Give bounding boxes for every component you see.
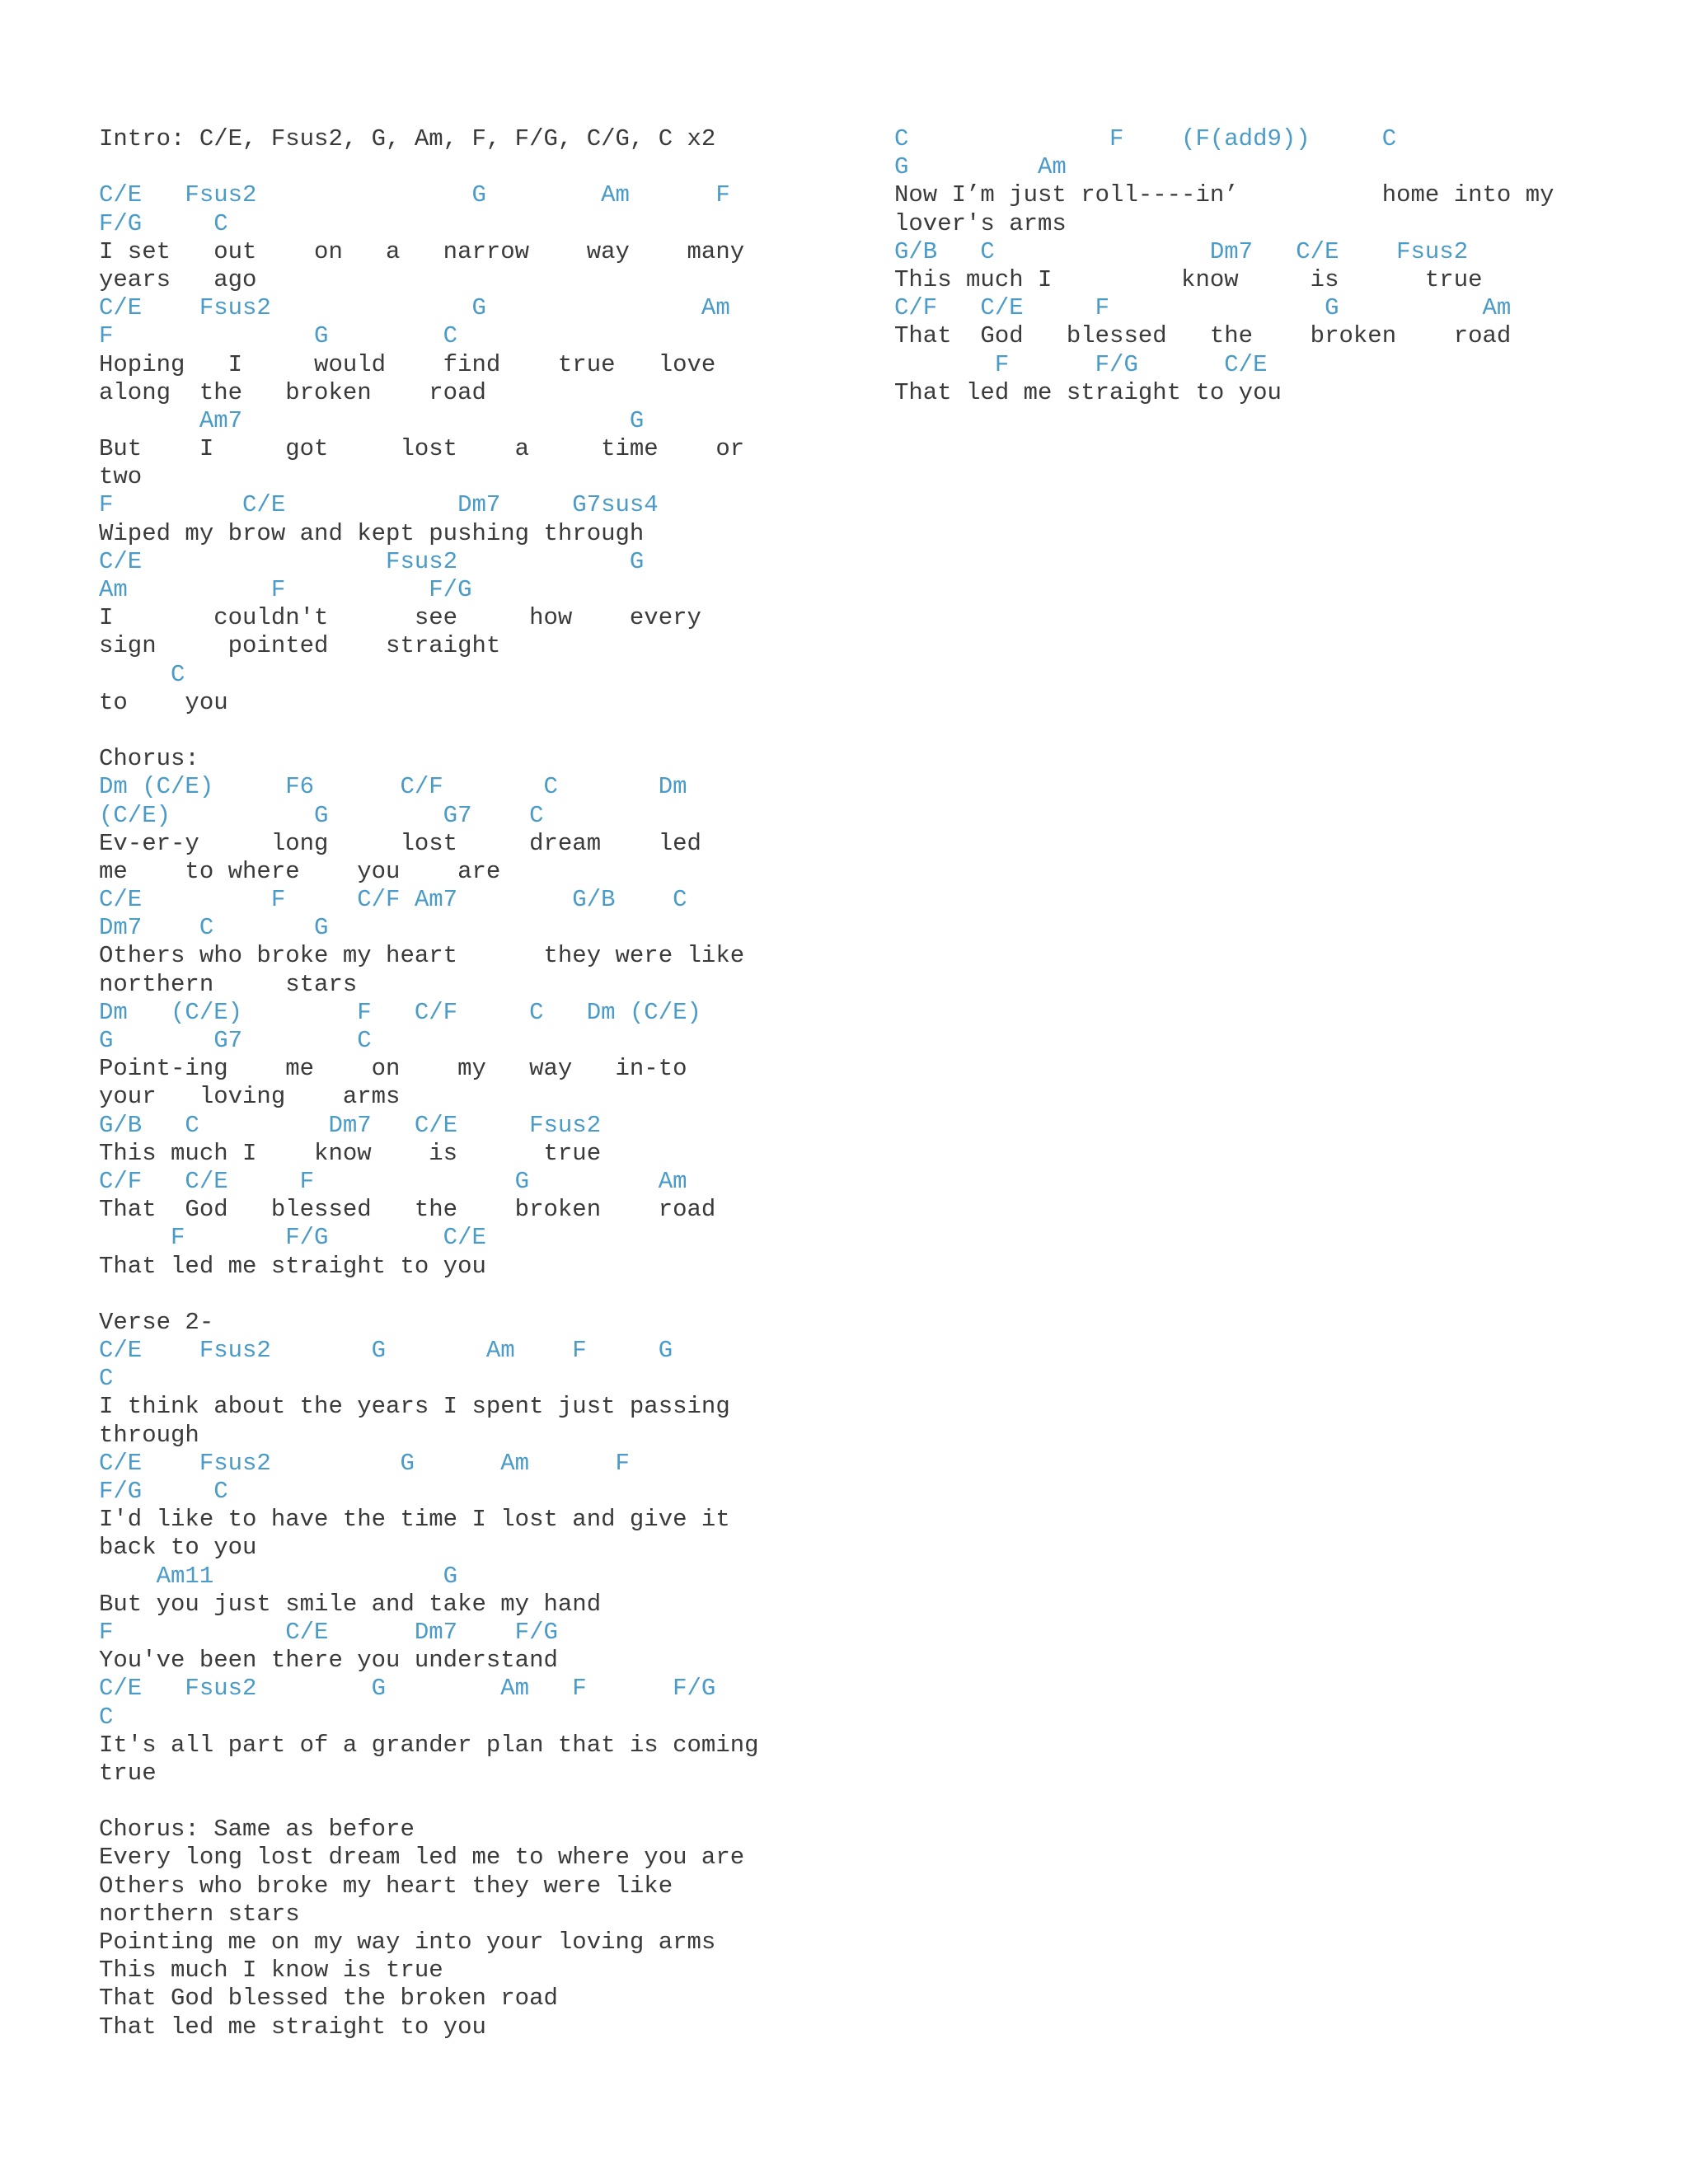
lyric-line: That led me straight to you <box>894 378 1282 406</box>
lyric-line: true <box>99 1759 157 1787</box>
lyric-line: Every long lost dream led me to where you are <box>99 1844 745 1872</box>
lyric-line: This much I know is true <box>99 1957 443 1985</box>
chord-line: C/E Fsus2 G Am F <box>99 181 730 209</box>
lyric-line: me to where you are <box>99 857 501 885</box>
chord-line: G/B C Dm7 C/E Fsus2 <box>894 237 1469 265</box>
lyric-line: I'd like to have the time I lost and give it <box>99 1506 730 1534</box>
section-label: Chorus: <box>99 745 199 773</box>
chord-line: F C/E Dm7 F/G <box>99 1618 558 1646</box>
chord-line: Am11 G <box>99 1562 458 1590</box>
chord-line: Dm (C/E) F6 C/F C Dm <box>99 773 687 801</box>
chord-line: Dm (C/E) F C/F C Dm (C/E) <box>99 998 701 1026</box>
lyric-line: You've been there you understand <box>99 1647 558 1675</box>
lyric-line: Others who broke my heart they were like <box>99 942 745 970</box>
chord-line: G G7 C <box>99 1027 372 1054</box>
lyric-line: sign pointed straight <box>99 632 501 660</box>
blank-line <box>99 1281 808 1309</box>
lyric-line: northern stars <box>99 1900 300 1928</box>
chord-line: C/E Fsus2 G Am <box>99 294 730 322</box>
lyric-line: It's all part of a grander plan that is coming <box>99 1731 759 1759</box>
chord-line: C/E Fsus2 G Am F F/G <box>99 1675 716 1703</box>
chord-line: Am F F/G <box>99 576 472 603</box>
lyric-line: through <box>99 1421 199 1449</box>
lyric-line: I set out on a narrow way many <box>99 237 745 265</box>
chord-line: C <box>99 1703 114 1731</box>
chord-line: C/E F C/F Am7 G/B C <box>99 886 687 914</box>
chord-line: C F (F(add9)) C <box>894 125 1397 152</box>
chord-line: C/E Fsus2 G Am F <box>99 1449 630 1477</box>
lyric-line: But you just smile and take my hand <box>99 1590 602 1618</box>
chord-line: C/E Fsus2 G Am F G <box>99 1337 673 1365</box>
chord-line: F F/G C/E <box>894 350 1268 378</box>
chord-line: F C/E Dm7 G7sus4 <box>99 491 659 519</box>
blank-line <box>99 717 808 745</box>
lyric-line: Now I’m just roll----in’ home into my <box>894 181 1554 209</box>
lyric-line: Hoping I would find true love <box>99 350 716 378</box>
section-label: Verse 2- <box>99 1308 214 1336</box>
section-label: Chorus: Same as before <box>99 1816 415 1844</box>
lyric-line: Ev-er-y long lost dream led <box>99 829 701 857</box>
chord-line: G Am <box>894 153 1067 181</box>
chord-line: F/G C <box>99 209 228 237</box>
chord-line: C <box>99 1365 114 1393</box>
lyric-line: years ago <box>99 265 257 293</box>
blank-line <box>99 1788 808 1816</box>
chord-line: G/B C Dm7 C/E Fsus2 <box>99 1111 602 1139</box>
chord-line: C/F C/E F G Am <box>99 1167 687 1195</box>
chord-line: C/E Fsus2 G <box>99 547 645 575</box>
lyric-line: I think about the years I spent just passing <box>99 1393 730 1421</box>
chord-line: C/F C/E F G Am <box>894 294 1512 322</box>
chord-line: F/G C <box>99 1478 228 1505</box>
lyric-line: But I got lost a time or <box>99 435 745 463</box>
lyric-line: back to you <box>99 1534 257 1562</box>
lyric-line: This much I know is true <box>894 265 1483 293</box>
lyric-line: along the broken road <box>99 378 486 406</box>
chord-line: (C/E) G G7 C <box>99 801 544 829</box>
lyric-line: This much I know is true <box>99 1139 602 1167</box>
lyric-line: your loving arms <box>99 1083 401 1111</box>
lyric-line: northern stars <box>99 970 358 998</box>
chord-line: F F/G C/E <box>99 1224 486 1252</box>
lyric-line: to you <box>99 688 228 716</box>
lyric-line: That God blessed the broken road <box>99 1196 716 1224</box>
lyric-line: That led me straight to you <box>99 2013 486 2041</box>
chord-line: Am7 G <box>99 406 645 434</box>
section-label: Intro: C/E, Fsus2, G, Am, F, F/G, C/G, C x2 <box>99 125 716 152</box>
left-column <box>99 125 808 2041</box>
lyric-line: Others who broke my heart they were like <box>99 1872 673 1900</box>
lyric-line: That God blessed the broken road <box>99 1985 558 2013</box>
right-column <box>894 125 1661 407</box>
chord-line: C <box>99 660 185 688</box>
lyric-line: I couldn't see how every <box>99 604 701 632</box>
chord-line: Dm7 C G <box>99 914 329 942</box>
lyric-line: Pointing me on my way into your loving arms <box>99 1929 716 1956</box>
lyric-line: lover's arms <box>894 209 1067 237</box>
lyric-line: Point-ing me on my way in-to <box>99 1055 687 1083</box>
blank-line <box>99 153 808 181</box>
lyric-line: Wiped my brow and kept pushing through <box>99 519 645 547</box>
chord-line: F G C <box>99 322 458 350</box>
lyric-line: That God blessed the broken road <box>894 322 1512 350</box>
lyric-line: That led me straight to you <box>99 1252 486 1280</box>
lyric-line: two <box>99 463 143 491</box>
